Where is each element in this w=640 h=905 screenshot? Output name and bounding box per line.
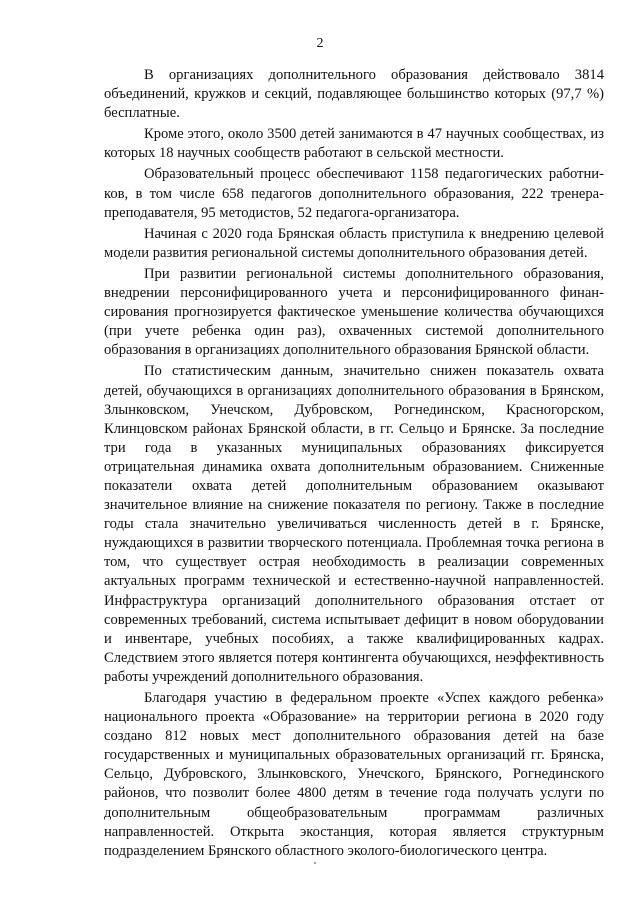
paragraph-5: При развитии региональной системы дополнительного образования, внедрении персонифицированного учета и персонифицированного финансирования прогнозируется фактическое уменьшение количества обучающихся (при учете ребенка один раз), охваченных системой дополнительного образования в организациях дополнительного образования Брянской области. <box>104 265 604 359</box>
document-body <box>104 66 604 861</box>
scan-speck <box>314 862 316 864</box>
paragraph-1: В организациях дополнительного образования действовало 3814 объединений, кружков и секций, подавляющее большинство которых (97,7 %) бесплатные. <box>104 67 604 122</box>
page-number: 2 <box>316 36 324 51</box>
paragraph-2: Кроме этого, около 3500 детей занимаются в 47 научных сообществах, из которых 18 научных сообществ работают в сельской местности. <box>104 126 604 162</box>
paragraph-6: По статистическим данным, значительно снижен показатель охвата детей, обучающихся в организациях дополнительного образования в Брянском, Злынковском, Унечском, Дубровском, Рогнединском, Красногорском, Клинцовском районах Брянской области, в гг. Сельцо и Брянске. За последние три года в указанных муниципальных образованиях фиксируется отрицательная динамика охвата дополнительным образованием. Сниженные показатели охвата детей дополнительным образованием оказывают значительное влияние на снижение показателя по региону. Также в последние годы стала значительно увеличиваться численность детей в г. Брянске, нуждающихся в развитии творческого потенциала. Проблемная точка региона в том, что существует острая необходимость в реализации современных актуальных программ технической и естественно-научной направленностей. Инфраструктура организаций дополнительного образования отстает от современных требований, система испытывает дефицит в новом оборудовании и инвентаре, учебных пособиях, а также квалифицированных кадрах. Следствием этого является потеря контингента обучающихся, неэффективность работы учреждений дополнительного образования. <box>104 363 604 685</box>
paragraph-7: Благодаря участию в федеральном проекте «Успех каждого ребенка» национального проекта «Образование» на территории региона в 2020 году создано 812 новых мест дополнительного образования детей на базе государственных и муниципальных образовательных организаций гг. Брянска, Сельцо, Дубровского, Злынковского, Унечского, Брянского, Рогнединского районов, что позволит более 4800 детям в течение года получать услуги по дополнительным общеобразовательным программам различных направленностей. Открыта экостанция, которая является структурным подразделением Брянского областного эколого-биологического центра. <box>104 690 604 859</box>
paragraph-4: Начиная с 2020 года Брянская область приступила к внедрению целевой модели развития региональной системы дополнительного образования детей. <box>104 225 604 261</box>
paragraph-3: Образовательный процесс обеспечивают 1158 педагогических работников, в том числе 658 педагогов дополнительного образования, 222 тренера-преподавателя, 95 методистов, 52 педагога-организатора. <box>104 166 604 221</box>
